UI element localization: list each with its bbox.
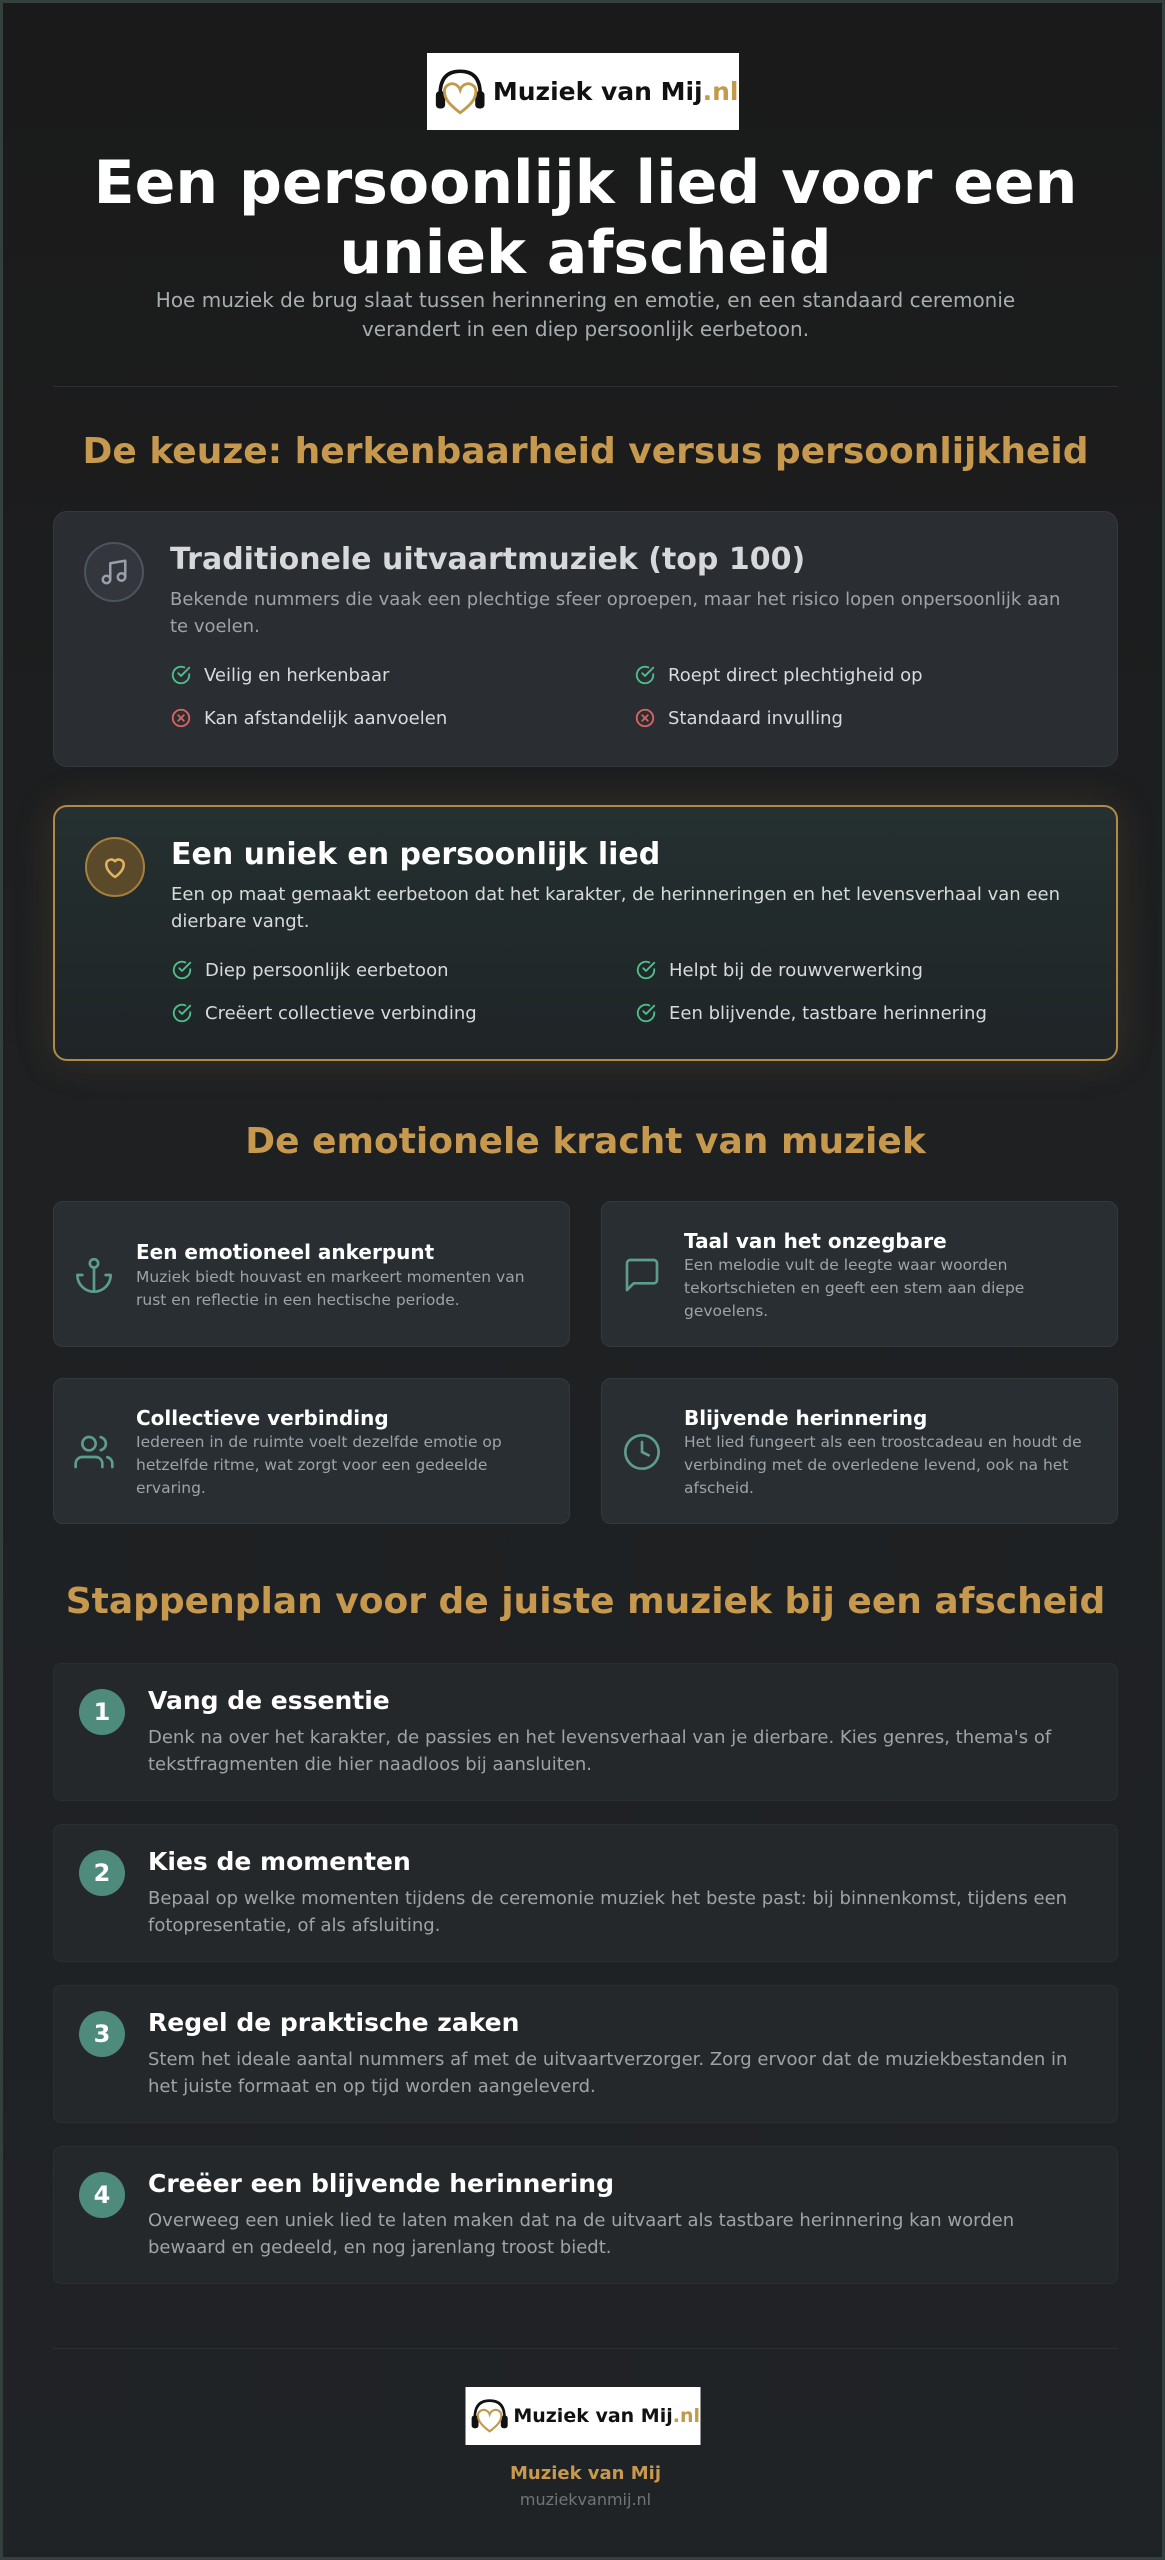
section-title-plan: Stappenplan voor de juiste muziek bij een afscheid — [65, 1581, 1106, 1622]
step-number: 1 — [79, 1689, 125, 1735]
step-number: 4 — [79, 2172, 125, 2218]
emotion-card — [601, 1201, 1118, 1347]
check-circle-icon — [171, 959, 193, 981]
logo-tld: .nl — [672, 2405, 700, 2427]
logo-wordmark: Muziek van Mij — [492, 77, 703, 106]
divider — [53, 386, 1118, 387]
check-circle-icon — [170, 664, 192, 686]
header-logo — [427, 53, 739, 130]
card-title: Traditionele uitvaartmuziek (top 100) — [170, 542, 806, 577]
card-text: Het lied fungeert als een troostcadeau en houdt de verbinding met de overledene levend, ook na het afscheid. — [684, 1433, 1082, 1497]
step-title: Regel de praktische zaken — [148, 2008, 520, 2037]
step-text: Denk na over het karakter, de passies en het levensverhaal van je dierbare. Kies genres, thema's of tekstfragmenten die hier naadloos bij aansluiten. — [148, 1727, 1052, 1775]
step-title: Creëer een blijvende herinnering — [148, 2169, 614, 2198]
card-text: Een melodie vult de leegte waar woorden tekortschieten en geeft een stem aan diepe gevoelens. — [684, 1256, 1025, 1320]
card-description: Bekende nummers die vaak een plechtige sfeer oproepen, maar het risico lopen onpersoonlijk aan te voelen. — [170, 589, 1061, 637]
heart-icon — [85, 837, 145, 897]
feature-pro: Roept direct plechtigheid op — [634, 664, 923, 686]
anchor-icon — [74, 1255, 114, 1295]
step-card — [53, 2146, 1118, 2284]
step-title: Kies de momenten — [148, 1847, 411, 1876]
card-title: Een uniek en persoonlijk lied — [171, 837, 661, 872]
step-title: Vang de essentie — [148, 1686, 390, 1715]
step-text: Bepaal op welke momenten tijdens de ceremonie muziek het beste past: bij binnenkomst, tijdens een fotopresentatie, of als afsluiting. — [148, 1888, 1068, 1936]
feature-pro: Veilig en herkenbaar — [170, 664, 389, 686]
footer-url[interactable]: muziekvanmij.nl — [519, 2490, 652, 2509]
footer-logo — [465, 2387, 700, 2445]
step-text: Stem het ideale aantal nummers af met de uitvaartverzorger. Zorg ervoor dat de muziekbestanden in het juiste formaat en op tijd worden aangeleverd. — [148, 2049, 1068, 2097]
footer-brand-name: Muziek van Mij — [509, 2463, 662, 2484]
feature-pro: Diep persoonlijk eerbetoon — [171, 959, 448, 981]
headphones-heart-icon — [433, 55, 487, 129]
step-card — [53, 1985, 1118, 2123]
card-title: Een emotioneel ankerpunt — [136, 1240, 435, 1264]
card-text: Muziek biedt houvast en markeert momenten van rust en reflectie in een hectische periode. — [136, 1268, 525, 1309]
feature-pro: Een blijvende, tastbare herinnering — [635, 1002, 987, 1024]
step-text: Overweeg een uniek lied te laten maken dat na de uitvaart als tastbare herinnering kan worden bewaard en gedeeld, en nog jarenlang troost biedt. — [148, 2210, 1015, 2258]
card-title: Taal van het onzegbare — [684, 1229, 947, 1253]
traditional-music-card — [53, 511, 1118, 767]
feature-con: Kan afstandelijk aanvoelen — [170, 707, 447, 729]
card-title: Blijvende herinnering — [684, 1406, 928, 1430]
card-description: Een op maat gemaakt eerbetoon dat het karakter, de herinneringen en het levensverhaal van een dierbare vangt. — [171, 884, 1060, 932]
section-title-emotion: De emotionele kracht van muziek — [245, 1121, 926, 1162]
x-circle-icon — [170, 707, 192, 729]
emotion-card — [53, 1201, 570, 1347]
logo-wordmark: Muziek van Mij — [513, 2405, 673, 2427]
step-number: 2 — [79, 1850, 125, 1896]
check-circle-icon — [635, 959, 657, 981]
check-circle-icon — [171, 1002, 193, 1024]
feature-pro: Helpt bij de rouwverwerking — [635, 959, 923, 981]
headphones-heart-icon — [469, 2389, 509, 2443]
speech-bubble-icon — [622, 1255, 662, 1295]
step-card — [53, 1824, 1118, 1962]
emotion-card — [601, 1378, 1118, 1524]
card-title: Collectieve verbinding — [136, 1406, 389, 1430]
clock-icon — [622, 1432, 662, 1472]
step-number: 3 — [79, 2011, 125, 2057]
page-title: Een persoonlijk lied voor een uniek afscheid — [93, 148, 1078, 288]
check-circle-icon — [635, 1002, 657, 1024]
music-note-icon — [84, 542, 144, 602]
x-circle-icon — [634, 707, 656, 729]
page-subtitle: Hoe muziek de brug slaat tussen herinnering en emotie, en een standaard ceremonie verandert in een diep persoonlijk eerbetoon. — [155, 288, 1016, 341]
card-text: Iedereen in de ruimte voelt dezelfde emotie op hetzelfde ritme, wat zorgt voor een gedeelde ervaring. — [136, 1433, 502, 1497]
people-icon — [74, 1432, 114, 1472]
step-card — [53, 1663, 1118, 1801]
logo-tld: .nl — [702, 77, 739, 106]
section-title-choice: De keuze: herkenbaarheid versus persoonlijkheid — [82, 431, 1089, 472]
emotion-card — [53, 1378, 570, 1524]
unique-song-card — [53, 805, 1118, 1061]
feature-pro: Creëert collectieve verbinding — [171, 1002, 477, 1024]
feature-con: Standaard invulling — [634, 707, 843, 729]
check-circle-icon — [634, 664, 656, 686]
divider — [53, 2348, 1118, 2349]
